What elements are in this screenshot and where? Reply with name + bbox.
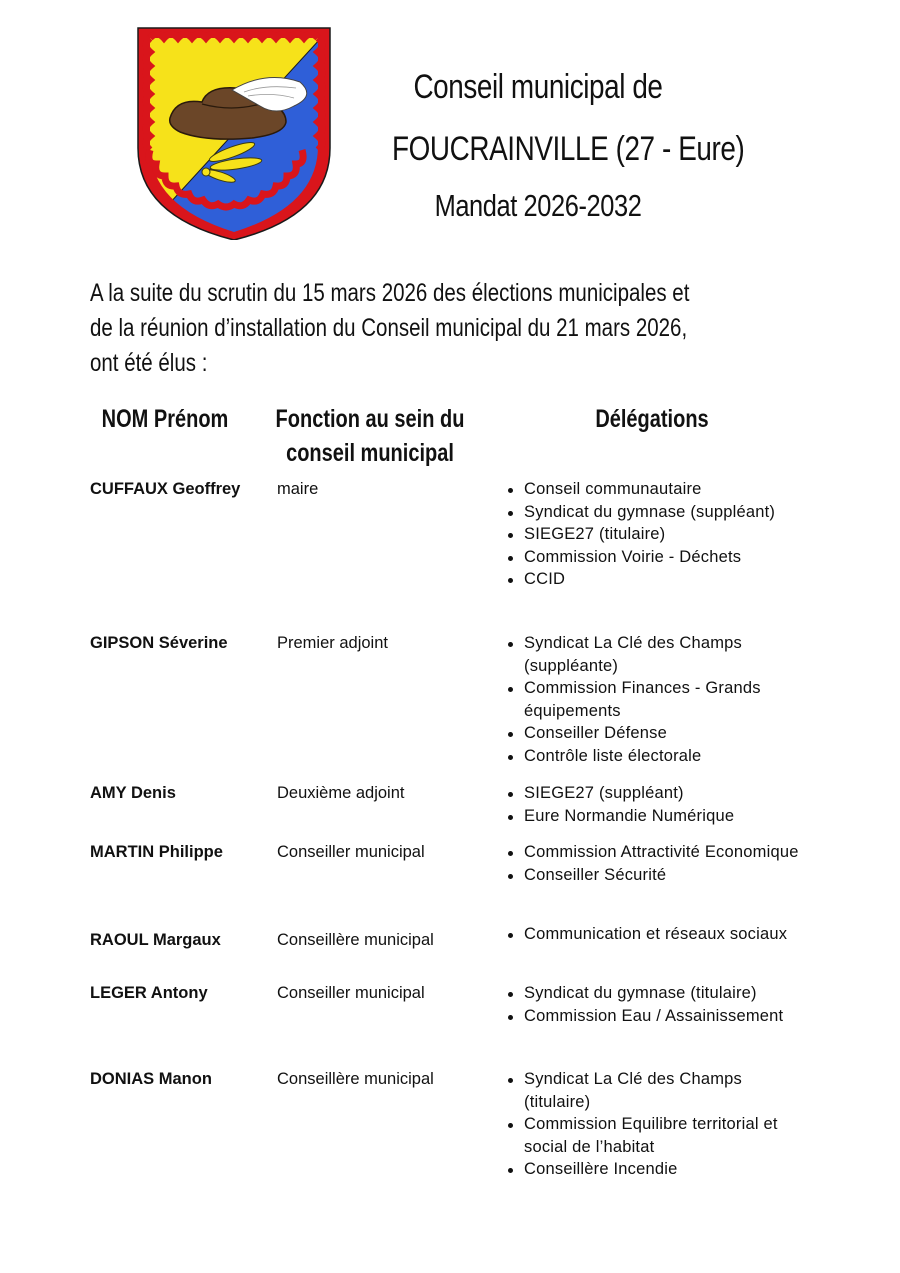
coat-of-arms-logo xyxy=(136,26,332,240)
table-row xyxy=(0,982,900,1068)
delegation-list xyxy=(505,841,805,886)
delegation-list xyxy=(505,982,805,1027)
delegation-item: Syndicat La Clé des Champs (titulaire) xyxy=(505,1068,805,1113)
header-role xyxy=(274,402,466,470)
title-line-2: FOUCRAINVILLE (27 - Eure) xyxy=(392,130,745,168)
header-name: NOM Prénom xyxy=(101,405,229,433)
mandate-line: Mandat 2026-2032 xyxy=(434,188,642,223)
table-row xyxy=(0,1068,900,1188)
member-role: maire xyxy=(277,480,319,498)
table-row xyxy=(0,841,900,929)
delegation-item: CCID xyxy=(505,568,805,591)
council-table xyxy=(0,478,900,1188)
member-role: Conseillère municipal xyxy=(277,1070,434,1088)
delegation-item: Commission Finances - Grands équipements xyxy=(505,677,805,722)
intro-line-3: ont été élus : xyxy=(90,349,208,377)
table-row xyxy=(0,632,900,782)
member-role: Conseiller municipal xyxy=(277,984,425,1002)
intro-line-1: A la suite du scrutin du 15 mars 2026 des élections municipales et xyxy=(90,279,690,307)
delegation-item: Communication et réseaux sociaux xyxy=(505,923,805,946)
member-name: AMY Denis xyxy=(90,784,176,802)
table-row xyxy=(0,925,900,982)
member-name: RAOUL Margaux xyxy=(90,931,221,949)
delegation-item: Conseiller Sécurité xyxy=(505,864,805,887)
delegation-item: Commission Voirie - Déchets xyxy=(505,546,805,569)
table-row xyxy=(0,782,900,841)
table-header xyxy=(0,402,900,472)
member-role: Conseiller municipal xyxy=(277,843,425,861)
member-role: Conseillère municipal xyxy=(277,931,434,949)
delegation-item: SIEGE27 (suppléant) xyxy=(505,782,805,805)
delegation-item: Syndicat du gymnase (titulaire) xyxy=(505,982,805,1005)
delegation-list xyxy=(505,1068,805,1181)
delegation-item: Syndicat du gymnase (suppléant) xyxy=(505,501,805,524)
delegation-item: Conseiller Défense xyxy=(505,722,805,745)
title-line-1: Conseil municipal de xyxy=(413,68,663,106)
member-name: CUFFAUX Geoffrey xyxy=(90,480,241,498)
delegation-item: Conseil communautaire xyxy=(505,478,805,501)
delegation-item: Commission Eau / Assainissement xyxy=(505,1005,805,1028)
member-name: LEGER Antony xyxy=(90,984,208,1002)
delegation-list xyxy=(505,923,805,946)
delegation-list xyxy=(505,782,805,827)
member-name: DONIAS Manon xyxy=(90,1070,212,1088)
delegation-item: Commission Attractivité Economique xyxy=(505,841,805,864)
member-name: MARTIN Philippe xyxy=(90,843,223,861)
delegation-item: SIEGE27 (titulaire) xyxy=(505,523,805,546)
table-row xyxy=(0,478,900,632)
header-role-line-1: Fonction au sein du xyxy=(275,405,465,433)
intro-paragraph xyxy=(90,276,690,381)
delegation-item: Commission Equilibre territorial et social de l’habitat xyxy=(505,1113,805,1158)
header-delegations: Délégations xyxy=(595,405,709,433)
header-role-line-2: conseil municipal xyxy=(286,439,454,467)
delegation-list xyxy=(505,632,805,768)
delegation-item: Eure Normandie Numérique xyxy=(505,805,805,828)
member-role: Premier adjoint xyxy=(277,634,388,652)
delegation-item: Conseillère Incendie xyxy=(505,1158,805,1181)
member-name: GIPSON Séverine xyxy=(90,634,228,652)
delegation-item: Contrôle liste électorale xyxy=(505,745,805,768)
delegation-item: Syndicat La Clé des Champs (suppléante) xyxy=(505,632,805,677)
member-role: Deuxième adjoint xyxy=(277,784,405,802)
delegation-list xyxy=(505,478,805,591)
intro-line-2: de la réunion d’installation du Conseil municipal du 21 mars 2026, xyxy=(90,314,688,342)
document-title xyxy=(360,56,745,226)
